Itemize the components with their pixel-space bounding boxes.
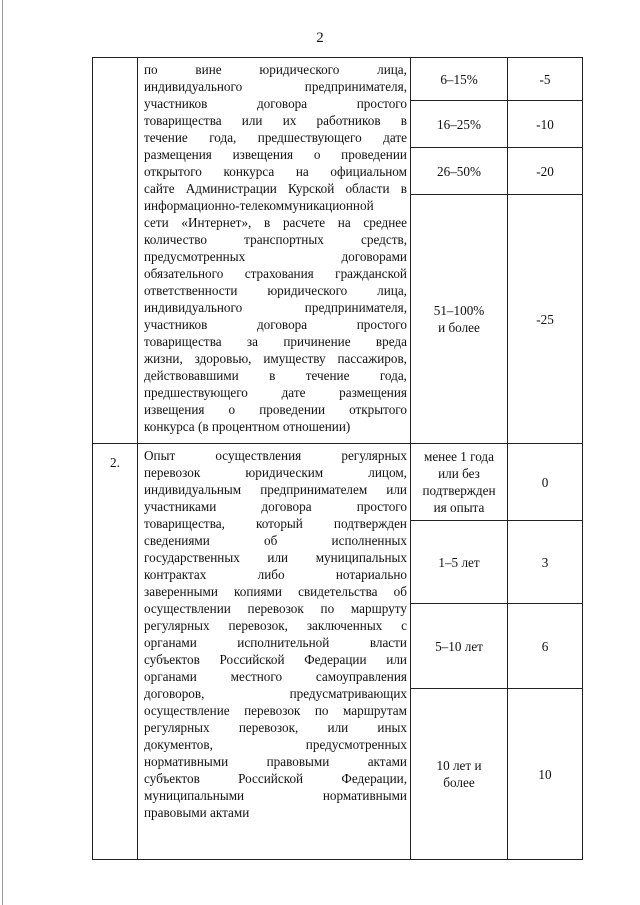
word: лица, [377, 283, 407, 298]
word: договорами [341, 249, 407, 264]
word: об [393, 584, 407, 599]
text-line [144, 282, 407, 299]
word: простого [356, 499, 407, 514]
word: муниципальных [315, 550, 407, 565]
level-label-text: 51–100% и более [433, 303, 485, 335]
word: Опыт [144, 448, 176, 463]
score-cell [508, 521, 583, 604]
text-line [144, 350, 407, 367]
word: конкурса (в процентном отношении) [144, 419, 351, 434]
word: транспортных [244, 232, 324, 247]
word: или [241, 113, 263, 128]
word: официальном [330, 164, 407, 179]
text-line [144, 566, 407, 583]
word: индивидуального [144, 300, 243, 315]
word: участников [144, 96, 208, 111]
score-cell [508, 58, 583, 101]
word: перевозок, [228, 618, 288, 633]
word: перевозок [144, 465, 201, 480]
word: работников [316, 113, 381, 128]
word: юридического [267, 283, 348, 298]
level-label [411, 195, 507, 443]
criterion-description-text [138, 58, 410, 439]
text-line [144, 668, 407, 685]
word: участниками [144, 499, 217, 514]
score-value: -20 [536, 163, 554, 179]
level-label [411, 521, 507, 603]
word: имуществу [263, 351, 326, 366]
word: в [400, 181, 407, 196]
level-label [411, 444, 507, 520]
word: жизни, [144, 351, 183, 366]
word: ответственности [144, 283, 238, 298]
text-line [144, 770, 407, 787]
text-line [144, 418, 407, 435]
level-label-text: менее 1 года или без подтвержден ия опыта [422, 449, 496, 515]
text-line [144, 447, 407, 464]
word: Российской [219, 652, 285, 667]
level-cell [411, 521, 508, 604]
text-line [144, 583, 407, 600]
text-line [144, 617, 407, 634]
word: предпринимателем [260, 482, 368, 497]
word: вреда [375, 334, 407, 349]
word: о [313, 147, 321, 162]
level-label [411, 689, 507, 859]
score-cell [508, 101, 583, 148]
word: или [327, 720, 349, 735]
word: контрактах [144, 567, 207, 582]
text-line [144, 719, 407, 736]
word: о [228, 402, 236, 417]
word: предусматривающих [289, 686, 407, 701]
text-line [144, 299, 407, 316]
text-line [144, 180, 407, 197]
text-line [144, 515, 407, 532]
criterion-number-text [93, 58, 137, 68]
score-cell [508, 604, 583, 689]
word: с [401, 618, 407, 633]
word: причинение [283, 334, 351, 349]
word: вине [195, 62, 222, 77]
text-line [144, 702, 407, 719]
word: по [320, 601, 335, 616]
word: либо [257, 567, 285, 582]
word: документов, [144, 737, 213, 752]
word: информационно-телекоммуникационной [144, 198, 374, 213]
word: или [386, 482, 407, 497]
word: размещения [339, 385, 407, 400]
score-cell [508, 444, 583, 521]
text-line [144, 316, 407, 333]
text-line [144, 634, 407, 651]
word: перевозок, [238, 720, 299, 735]
word: государственных [144, 550, 240, 565]
word: или [267, 550, 289, 565]
text-line [144, 95, 407, 112]
word: конкурса [223, 164, 275, 179]
text-line [144, 367, 407, 384]
word: предшествующего [144, 385, 248, 400]
word: субъектов [144, 652, 200, 667]
word: Федерации, [341, 771, 407, 786]
word: средств, [361, 232, 407, 247]
word: здоровью, [194, 351, 252, 366]
criterion-description [138, 58, 411, 444]
text-line [144, 685, 407, 702]
text-line [144, 197, 407, 214]
word: простого [356, 317, 407, 332]
text-line [144, 265, 407, 282]
word: течение [305, 368, 350, 383]
word: в [269, 368, 276, 383]
text-line [144, 248, 407, 265]
word: проведении [259, 402, 325, 417]
word: года, [209, 130, 237, 145]
word: течение [144, 130, 188, 145]
score-cell [508, 195, 583, 444]
word: их [282, 113, 297, 128]
text-line [144, 78, 407, 95]
criterion-description [138, 444, 411, 860]
word: заверенными [144, 584, 218, 599]
word: муниципальными [144, 788, 245, 803]
text-line [144, 214, 407, 231]
text-line [144, 112, 407, 129]
level-label-text: 10 лет и более [436, 758, 482, 790]
word: в [264, 215, 271, 230]
word: регулярных [341, 448, 407, 463]
word: исполнительной [237, 635, 330, 650]
text-line [144, 146, 407, 163]
text-line [144, 333, 407, 350]
word: осуществлении [144, 601, 231, 616]
word: регулярных [144, 618, 210, 633]
level-label-text: 16–25% [437, 116, 481, 132]
word: органами [144, 635, 197, 650]
word: в [400, 113, 407, 128]
word: об [264, 533, 278, 548]
scan-edge-line [2, 0, 3, 905]
level-label [411, 148, 507, 194]
text-line [144, 61, 407, 78]
word: товарищества [144, 113, 222, 128]
word: страхования [244, 266, 314, 281]
word: простого [356, 96, 407, 111]
word: свидетельства [298, 584, 378, 599]
word: расчете [282, 215, 326, 230]
word: осуществления [215, 448, 302, 463]
text-line [144, 600, 407, 617]
level-cell [411, 58, 508, 101]
word: власти [369, 635, 407, 650]
word: размещения [144, 147, 212, 162]
score-value: 10 [538, 766, 552, 782]
word: регулярных [144, 720, 210, 735]
word: местного [230, 669, 283, 684]
word: предусмотренных [144, 249, 246, 264]
word: иных [377, 720, 407, 735]
level-label-text: 6–15% [440, 71, 478, 87]
word: сведениями [144, 533, 210, 548]
word: или [386, 652, 407, 667]
word: товарищества, [144, 516, 225, 531]
text-line [144, 532, 407, 549]
score-value: -10 [536, 116, 554, 132]
page-number: 2 [316, 30, 324, 46]
word: нормативными [144, 754, 229, 769]
level-label-text: 26–50% [437, 163, 481, 179]
word: дате [383, 130, 407, 145]
criteria-table [92, 57, 583, 860]
word: Федерации [304, 652, 367, 667]
text-line [144, 163, 407, 180]
text-line [144, 498, 407, 515]
text-line [144, 231, 407, 248]
word: среднее [363, 215, 407, 230]
word: юридического [259, 62, 340, 77]
text-line [144, 753, 407, 770]
word: за [246, 334, 258, 349]
word: участников [144, 317, 208, 332]
word: договора [261, 499, 312, 514]
word: договора [256, 317, 308, 332]
score-value: -5 [539, 71, 551, 87]
word: на [337, 215, 351, 230]
text-line [144, 464, 407, 481]
word: индивидуального [144, 79, 243, 94]
word: правовыми актами [144, 805, 250, 820]
word: индивидуальным [144, 482, 242, 497]
criterion-description-text [138, 444, 410, 825]
criterion-number-text: 2. [110, 455, 120, 470]
word: предпринимателя, [304, 300, 407, 315]
word: Курской [288, 181, 335, 196]
word: предпринимателя, [304, 79, 407, 94]
score-value: 0 [541, 474, 549, 490]
word: года, [379, 368, 407, 383]
word: Администрации [185, 181, 277, 196]
word: товарищества [144, 334, 222, 349]
word: области [345, 181, 390, 196]
word: обязательного [144, 266, 224, 281]
word: сайте [144, 181, 175, 196]
score-cell [508, 148, 583, 195]
criterion-number [93, 444, 138, 860]
text-line [144, 736, 407, 753]
word: количество [144, 232, 207, 247]
word: предшествующего [257, 130, 362, 145]
level-label [411, 58, 507, 100]
word: перевозок [244, 703, 301, 718]
table-row [93, 58, 583, 101]
text-line [144, 401, 407, 418]
word: лица, [377, 62, 407, 77]
word: актами [367, 754, 407, 769]
word: открытого [144, 164, 202, 179]
level-cell [411, 101, 508, 148]
word: органами [144, 669, 197, 684]
level-cell [411, 604, 508, 689]
text-line [144, 384, 407, 401]
criterion-number [93, 58, 138, 444]
word: субъектов [144, 771, 200, 786]
word: договора [256, 96, 308, 111]
level-label [411, 604, 507, 688]
word: правовыми [266, 754, 330, 769]
word: действовавшими [144, 368, 239, 383]
table-row [93, 444, 583, 521]
word: осуществление [144, 703, 230, 718]
word: дате [281, 385, 306, 400]
word: Российской [238, 771, 304, 786]
word: который [255, 516, 303, 531]
word: юридическим [245, 465, 324, 480]
word: гражданской [335, 266, 407, 281]
level-label-text: 1–5 лет [438, 554, 480, 570]
word: открытого [349, 402, 407, 417]
word: перевозок [247, 601, 304, 616]
text-line [144, 129, 407, 146]
level-label [411, 101, 507, 147]
word: заключенных [306, 618, 383, 633]
word: предусмотренных [305, 737, 407, 752]
score-value: -25 [536, 311, 554, 327]
word: самоуправления [315, 669, 407, 684]
word: нормативными [322, 788, 407, 803]
word: пассажиров, [337, 351, 407, 366]
word: договоров, [144, 686, 205, 701]
word: извещения [144, 402, 205, 417]
word: по [144, 62, 158, 77]
score-cell [508, 689, 583, 860]
word: лицом, [368, 465, 407, 480]
word: нотариально [335, 567, 407, 582]
text-line [144, 481, 407, 498]
word: извещения [232, 147, 294, 162]
text-line [144, 651, 407, 668]
word: на [295, 164, 309, 179]
level-label-text: 5–10 лет [435, 638, 483, 654]
level-cell [411, 148, 508, 195]
text-line [144, 787, 407, 804]
text-line [144, 804, 407, 821]
word: «Интернет», [181, 215, 252, 230]
word: сети [144, 215, 169, 230]
word: маршрутам [343, 703, 407, 718]
level-cell [411, 444, 508, 521]
word: исполненных [331, 533, 407, 548]
word: копиями [234, 584, 282, 599]
word: подтвержден [333, 516, 407, 531]
word: по [314, 703, 329, 718]
score-value: 6 [541, 638, 549, 654]
word: маршруту [350, 601, 407, 616]
level-cell [411, 195, 508, 444]
text-line [144, 549, 407, 566]
level-cell [411, 689, 508, 860]
score-value: 3 [541, 554, 549, 570]
word: проведении [341, 147, 407, 162]
